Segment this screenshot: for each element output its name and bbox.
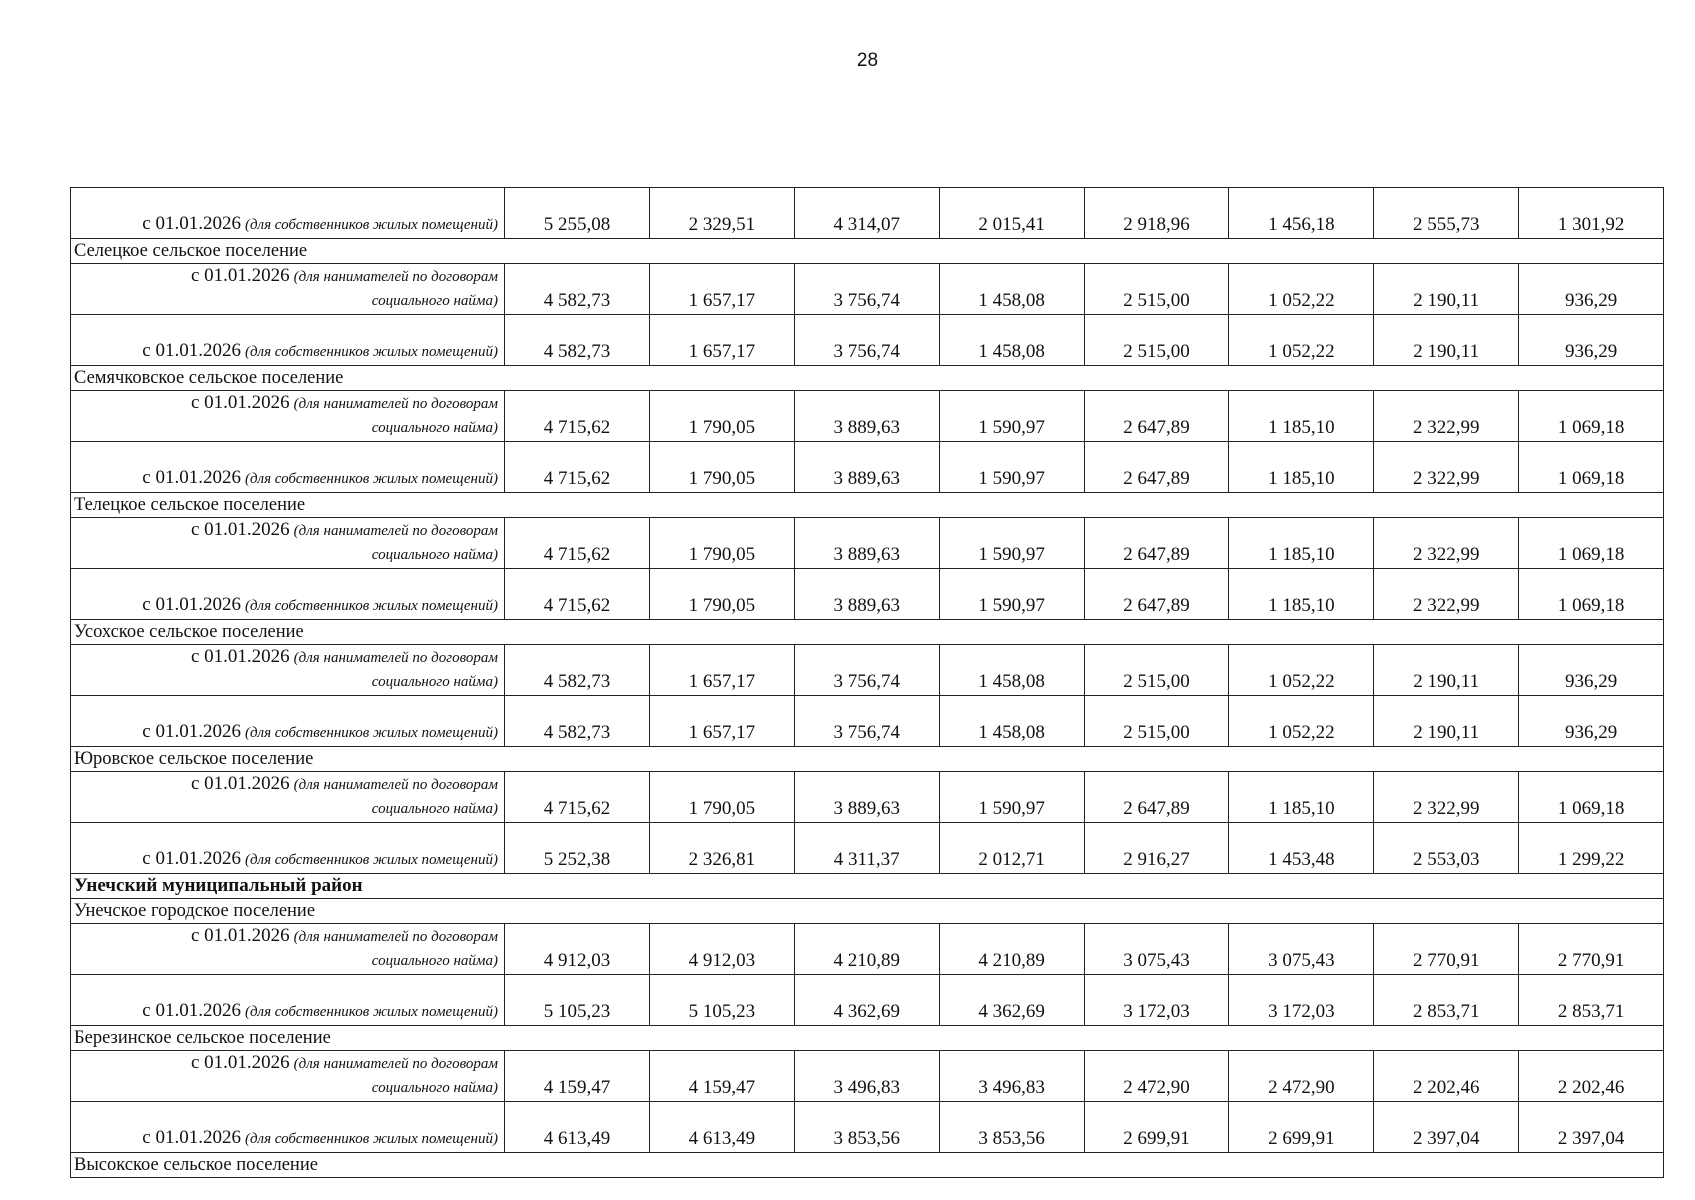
tariff-value-cell: 3 756,74 [794,264,939,315]
consumer-category-note: (для нанимателей по договорам [293,929,498,945]
tariff-row [71,315,1664,366]
tariff-table-body [71,188,1664,1178]
tariff-value-cell: 2 202,46 [1519,1051,1664,1102]
tariff-value-cell: 2 853,71 [1374,975,1519,1026]
effective-date: с 01.01.2026 [190,1052,290,1073]
settlement-name: Телецкое сельское поселение [71,493,1664,518]
consumer-category-note: (для собственников жилых помещений) [244,598,498,614]
district-name: Унечский муниципальный район [71,874,1664,899]
tariff-value-cell: 3 756,74 [794,696,939,747]
tariff-value-cell: 4 362,69 [794,975,939,1026]
effective-date: с 01.01.2026 [142,340,241,361]
row-label [71,696,505,747]
tariff-value-cell: 3 075,43 [1229,924,1374,975]
tariff-value-cell: 1 790,05 [649,772,794,823]
settlement-header-row [71,366,1664,391]
tariff-value-cell: 2 472,90 [1229,1051,1374,1102]
consumer-category-note-cont: социального найма) [371,953,498,969]
tariff-value-cell: 1 052,22 [1229,696,1374,747]
tariff-value-cell: 4 912,03 [505,924,650,975]
tariff-value-cell: 5 255,08 [505,188,650,239]
tariff-value-cell: 2 015,41 [939,188,1084,239]
effective-date: с 01.01.2026 [190,773,290,794]
tariff-row [71,1051,1664,1102]
tariff-value-cell: 1 790,05 [649,391,794,442]
tariff-value-cell: 1 458,08 [939,315,1084,366]
tariff-value-cell: 4 912,03 [649,924,794,975]
tariff-value-cell: 4 582,73 [505,696,650,747]
tariff-value-cell: 936,29 [1519,315,1664,366]
tariff-row [71,442,1664,493]
settlement-name: Березинское сельское поселение [71,1026,1664,1051]
tariff-value-cell: 1 069,18 [1519,772,1664,823]
tariff-value-cell: 2 190,11 [1374,315,1519,366]
tariff-value-cell: 2 918,96 [1084,188,1229,239]
district-header-row [71,874,1664,899]
consumer-category-note: (для собственников жилых помещений) [244,217,498,233]
consumer-category-note: (для нанимателей по договорам [293,396,498,412]
tariff-value-cell: 3 496,83 [939,1051,1084,1102]
tariff-value-cell: 3 756,74 [794,645,939,696]
tariff-value-cell: 2 329,51 [649,188,794,239]
consumer-category-note-cont: социального найма) [371,420,498,436]
row-label [71,442,505,493]
tariff-value-cell: 2 202,46 [1374,1051,1519,1102]
row-label [71,645,505,696]
settlement-header-row [71,747,1664,772]
tariff-value-cell: 3 889,63 [794,518,939,569]
tariff-value-cell: 1 590,97 [939,772,1084,823]
tariff-value-cell: 1 458,08 [939,264,1084,315]
consumer-category-note: (для нанимателей по договорам [293,269,498,285]
row-label [71,823,505,874]
consumer-category-note-cont: социального найма) [371,674,498,690]
tariff-value-cell: 4 582,73 [505,645,650,696]
tariff-value-cell: 2 647,89 [1084,391,1229,442]
settlement-header-row [71,493,1664,518]
tariff-value-cell: 1 458,08 [939,696,1084,747]
row-label [71,924,505,975]
tariff-value-cell: 2 326,81 [649,823,794,874]
tariff-value-cell: 2 770,91 [1374,924,1519,975]
tariff-value-cell: 4 362,69 [939,975,1084,1026]
tariff-row [71,823,1664,874]
consumer-category-note: (для нанимателей по договорам [293,777,498,793]
effective-date: с 01.01.2026 [142,1127,241,1148]
tariff-value-cell: 3 889,63 [794,772,939,823]
tariff-value-cell: 2 472,90 [1084,1051,1229,1102]
tariff-value-cell: 1 299,22 [1519,823,1664,874]
tariff-value-cell: 1 301,92 [1519,188,1664,239]
tariff-value-cell: 4 210,89 [939,924,1084,975]
page-number: 28 [856,50,879,71]
tariff-value-cell: 4 159,47 [505,1051,650,1102]
tariff-value-cell: 2 647,89 [1084,569,1229,620]
row-label [71,772,505,823]
consumer-category-note: (для нанимателей по договорам [293,1056,498,1072]
tariff-value-cell: 3 889,63 [794,569,939,620]
consumer-category-note: (для нанимателей по договорам [293,523,498,539]
tariff-value-cell: 4 715,62 [505,442,650,493]
effective-date: с 01.01.2026 [142,467,241,488]
tariff-value-cell: 2 190,11 [1374,264,1519,315]
tariff-value-cell: 3 496,83 [794,1051,939,1102]
tariff-value-cell: 2 515,00 [1084,315,1229,366]
tariff-row [71,518,1664,569]
consumer-category-note: (для собственников жилых помещений) [244,471,498,487]
tariff-value-cell: 4 613,49 [649,1102,794,1153]
effective-date: с 01.01.2026 [142,213,241,234]
tariff-value-cell: 5 252,38 [505,823,650,874]
consumer-category-note: (для собственников жилых помещений) [244,344,498,360]
tariff-value-cell: 4 715,62 [505,518,650,569]
effective-date: с 01.01.2026 [190,925,290,946]
effective-date: с 01.01.2026 [190,265,290,286]
effective-date: с 01.01.2026 [190,646,290,667]
consumer-category-note-cont: социального найма) [371,547,498,563]
tariff-value-cell: 1 052,22 [1229,264,1374,315]
row-label [71,975,505,1026]
tariff-value-cell: 1 453,48 [1229,823,1374,874]
tariff-row [71,264,1664,315]
tariff-value-cell: 1 185,10 [1229,442,1374,493]
tariff-value-cell: 2 647,89 [1084,772,1229,823]
tariff-value-cell: 1 458,08 [939,645,1084,696]
tariff-value-cell: 3 172,03 [1084,975,1229,1026]
tariff-value-cell: 4 582,73 [505,264,650,315]
tariff-value-cell: 3 889,63 [794,442,939,493]
tariff-value-cell: 1 185,10 [1229,391,1374,442]
tariff-value-cell: 4 582,73 [505,315,650,366]
tariff-value-cell: 936,29 [1519,264,1664,315]
row-label [71,569,505,620]
effective-date: с 01.01.2026 [142,594,241,615]
tariff-value-cell: 5 105,23 [505,975,650,1026]
tariff-row [71,1102,1664,1153]
tariff-value-cell: 1 069,18 [1519,391,1664,442]
tariff-value-cell: 1 657,17 [649,264,794,315]
consumer-category-note-cont: социального найма) [371,1080,498,1096]
tariff-row [71,924,1664,975]
tariff-value-cell: 4 311,37 [794,823,939,874]
consumer-category-note: (для нанимателей по договорам [293,650,498,666]
tariff-value-cell: 2 555,73 [1374,188,1519,239]
tariff-value-cell: 2 190,11 [1374,645,1519,696]
tariff-value-cell: 1 052,22 [1229,645,1374,696]
tariff-value-cell: 1 185,10 [1229,518,1374,569]
consumer-category-note-cont: социального найма) [371,293,498,309]
tariff-value-cell: 4 314,07 [794,188,939,239]
tariff-value-cell: 1 657,17 [649,696,794,747]
tariff-value-cell: 1 052,22 [1229,315,1374,366]
tariff-value-cell: 2 190,11 [1374,696,1519,747]
tariff-value-cell: 3 853,56 [794,1102,939,1153]
effective-date: с 01.01.2026 [142,1000,241,1021]
tariff-value-cell: 1 790,05 [649,569,794,620]
consumer-category-note-cont: социального найма) [371,801,498,817]
tariff-value-cell: 1 069,18 [1519,518,1664,569]
consumer-category-note: (для собственников жилых помещений) [244,1131,498,1147]
tariff-value-cell: 2 515,00 [1084,645,1229,696]
tariff-value-cell: 1 657,17 [649,645,794,696]
tariff-value-cell: 4 715,62 [505,391,650,442]
row-label [71,264,505,315]
tariff-row [71,975,1664,1026]
settlement-header-row [71,239,1664,264]
tariff-value-cell: 2 647,89 [1084,442,1229,493]
tariff-value-cell: 1 069,18 [1519,569,1664,620]
row-label [71,188,505,239]
tariff-value-cell: 2 397,04 [1374,1102,1519,1153]
tariff-value-cell: 3 853,56 [939,1102,1084,1153]
tariff-row [71,772,1664,823]
tariff-value-cell: 3 075,43 [1084,924,1229,975]
tariff-value-cell: 2 699,91 [1229,1102,1374,1153]
tariff-value-cell: 2 322,99 [1374,391,1519,442]
tariff-value-cell: 1 590,97 [939,442,1084,493]
consumer-category-note: (для собственников жилых помещений) [244,852,498,868]
tariff-value-cell: 1 185,10 [1229,569,1374,620]
settlement-header-row [71,1153,1664,1178]
tariff-table [70,187,1664,1178]
tariff-value-cell: 2 322,99 [1374,442,1519,493]
row-label [71,1102,505,1153]
tariff-value-cell: 1 185,10 [1229,772,1374,823]
tariff-row [71,391,1664,442]
settlement-name: Селецкое сельское поселение [71,239,1664,264]
tariff-value-cell: 1 456,18 [1229,188,1374,239]
tariff-value-cell: 2 770,91 [1519,924,1664,975]
settlement-name: Высокское сельское поселение [71,1153,1664,1178]
tariff-value-cell: 936,29 [1519,696,1664,747]
settlement-name: Семячковское сельское поселение [71,366,1664,391]
tariff-value-cell: 3 172,03 [1229,975,1374,1026]
consumer-category-note: (для собственников жилых помещений) [244,725,498,741]
tariff-value-cell: 1 069,18 [1519,442,1664,493]
row-label [71,1051,505,1102]
tariff-value-cell: 4 715,62 [505,569,650,620]
tariff-row [71,569,1664,620]
tariff-value-cell: 936,29 [1519,645,1664,696]
tariff-value-cell: 4 210,89 [794,924,939,975]
tariff-value-cell: 2 699,91 [1084,1102,1229,1153]
tariff-value-cell: 1 790,05 [649,442,794,493]
tariff-value-cell: 4 159,47 [649,1051,794,1102]
tariff-value-cell: 2 397,04 [1519,1102,1664,1153]
tariff-value-cell: 2 853,71 [1519,975,1664,1026]
settlement-header-row [71,899,1664,924]
settlement-header-row [71,620,1664,645]
tariff-value-cell: 2 647,89 [1084,518,1229,569]
tariff-value-cell: 5 105,23 [649,975,794,1026]
effective-date: с 01.01.2026 [142,721,241,742]
settlement-name: Юровское сельское поселение [71,747,1664,772]
tariff-value-cell: 1 657,17 [649,315,794,366]
tariff-value-cell: 1 590,97 [939,518,1084,569]
row-label [71,518,505,569]
consumer-category-note: (для собственников жилых помещений) [244,1004,498,1020]
tariff-row [71,696,1664,747]
tariff-row [71,645,1664,696]
tariff-row [71,188,1664,239]
tariff-value-cell: 2 515,00 [1084,264,1229,315]
tariff-value-cell: 2 515,00 [1084,696,1229,747]
effective-date: с 01.01.2026 [190,392,290,413]
settlement-name: Унечское городское поселение [71,899,1664,924]
tariff-value-cell: 2 012,71 [939,823,1084,874]
tariff-value-cell: 1 590,97 [939,569,1084,620]
tariff-value-cell: 1 790,05 [649,518,794,569]
tariff-value-cell: 2 322,99 [1374,772,1519,823]
tariff-value-cell: 1 590,97 [939,391,1084,442]
tariff-value-cell: 2 553,03 [1374,823,1519,874]
tariff-value-cell: 3 889,63 [794,391,939,442]
settlement-header-row [71,1026,1664,1051]
tariff-value-cell: 4 715,62 [505,772,650,823]
tariff-value-cell: 2 916,27 [1084,823,1229,874]
row-label [71,315,505,366]
tariff-value-cell: 2 322,99 [1374,518,1519,569]
effective-date: с 01.01.2026 [190,519,290,540]
row-label [71,391,505,442]
effective-date: с 01.01.2026 [142,848,241,869]
tariff-value-cell: 3 756,74 [794,315,939,366]
settlement-name: Усохское сельское поселение [71,620,1664,645]
tariff-value-cell: 4 613,49 [505,1102,650,1153]
tariff-value-cell: 2 322,99 [1374,569,1519,620]
